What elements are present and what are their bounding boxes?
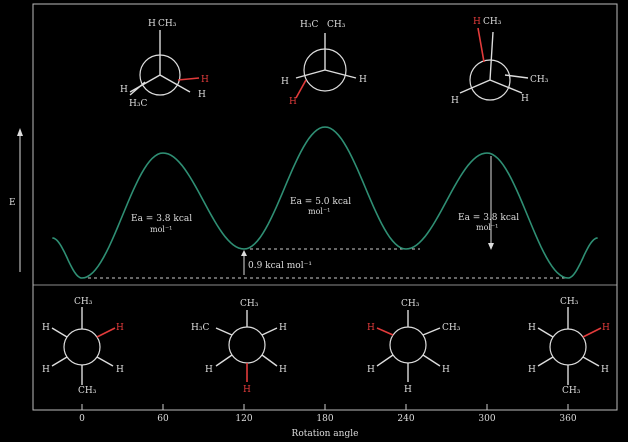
svg-text:H: H	[201, 75, 209, 85]
svg-text:H: H	[279, 323, 287, 333]
svg-text:H: H	[198, 90, 206, 100]
svg-text:H: H	[521, 94, 529, 104]
svg-text:H₃C: H₃C	[191, 323, 210, 333]
eclipsed-newman-180	[281, 20, 367, 107]
svg-text:CH₃: CH₃	[240, 299, 259, 309]
svg-text:CH₃: CH₃	[562, 386, 581, 396]
energy-arrow-icon	[17, 128, 23, 136]
svg-text:H: H	[528, 365, 536, 375]
svg-text:H: H	[451, 96, 459, 106]
gauche-energy-label: 0.9 kcal mol⁻¹	[248, 261, 312, 271]
svg-text:H₃C: H₃C	[129, 99, 148, 109]
svg-text:H: H	[42, 323, 50, 333]
staggered-newman-0	[42, 297, 124, 396]
svg-text:H: H	[243, 385, 251, 395]
x-tick-label: 240	[397, 414, 415, 424]
svg-text:H: H	[473, 17, 481, 27]
svg-text:CH₃: CH₃	[560, 297, 579, 307]
svg-text:H: H	[279, 365, 287, 375]
svg-text:H: H	[205, 365, 213, 375]
svg-text:H: H	[289, 97, 297, 107]
arrow-down-icon	[488, 243, 494, 250]
y-axis-label: E	[9, 198, 16, 208]
svg-text:H: H	[367, 323, 375, 333]
staggered-newman-120	[191, 299, 287, 395]
x-tick-label: 360	[559, 414, 577, 424]
svg-text:H: H	[148, 19, 156, 29]
svg-text:H: H	[367, 365, 375, 375]
svg-text:H: H	[442, 365, 450, 375]
staggered-newman-240	[367, 299, 461, 395]
svg-text:H: H	[42, 365, 50, 375]
svg-text:H: H	[120, 85, 128, 95]
svg-text:H: H	[359, 75, 367, 85]
x-tick-label: 120	[235, 414, 253, 424]
barrier-b-unit: mol⁻¹	[308, 207, 331, 216]
svg-text:H: H	[602, 323, 610, 333]
svg-text:H: H	[528, 323, 536, 333]
svg-text:H: H	[601, 365, 609, 375]
x-axis-ticks	[79, 404, 577, 424]
svg-text:CH₃: CH₃	[530, 75, 549, 85]
svg-text:H: H	[116, 323, 124, 333]
x-tick-label: 0	[79, 414, 85, 424]
barrier-b-label: Ea = 5.0 kcal	[290, 197, 352, 207]
svg-text:CH₃: CH₃	[401, 299, 420, 309]
eclipsed-newman-300	[451, 17, 549, 106]
arrow-up-icon	[241, 250, 247, 256]
svg-text:CH₃: CH₃	[74, 297, 93, 307]
eclipsed-newman-60	[120, 19, 209, 109]
barrier-c-label: Ea = 3.8 kcal	[458, 213, 520, 223]
svg-text:H: H	[281, 77, 289, 87]
svg-text:CH₃: CH₃	[78, 386, 97, 396]
svg-text:CH₃: CH₃	[327, 20, 346, 30]
x-tick-label: 60	[157, 414, 169, 424]
x-axis-label: Rotation angle	[291, 429, 359, 439]
barrier-a-label: Ea = 3.8 kcal	[131, 214, 193, 224]
barrier-c-unit: mol⁻¹	[476, 223, 499, 232]
svg-text:H: H	[116, 365, 124, 375]
svg-text:H: H	[404, 385, 412, 395]
x-tick-label: 300	[478, 414, 496, 424]
staggered-newman-360	[528, 297, 610, 396]
x-tick-label: 180	[316, 414, 334, 424]
svg-text:CH₃: CH₃	[158, 19, 177, 29]
svg-text:H₃C: H₃C	[300, 20, 319, 30]
barrier-a-unit: mol⁻¹	[150, 225, 173, 234]
svg-text:CH₃: CH₃	[483, 17, 502, 27]
svg-text:CH₃: CH₃	[442, 323, 461, 333]
